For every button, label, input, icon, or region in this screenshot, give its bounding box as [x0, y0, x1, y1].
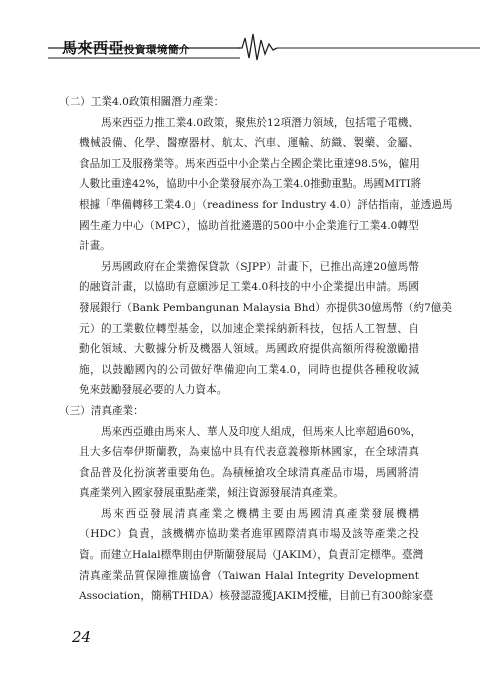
- header-title-main: 馬來西亞: [62, 39, 125, 57]
- paragraph-line: 另馬國政府在企業擔保貸款（SJPP）計畫下，已推出高達20億馬幣: [101, 260, 419, 273]
- paragraph-line: 人數比重達42%，協助中小企業發展亦為工業4.0推動重點。馬國MITI將: [79, 178, 422, 191]
- paragraph-line: （HDC）負責，該機構亦協助業者進軍國際清真市場及該等產業之投: [79, 528, 419, 541]
- paragraph-line: 真產業列入國家發展重點產業，傾注資源發展清真產業。: [79, 487, 344, 500]
- page-number: 24: [72, 628, 92, 646]
- paragraph-line: 的融資計畫，以協助有意願涉足工業4.0科技的中小企業提出申請。馬國: [79, 281, 419, 294]
- paragraph-line: 食品普及化扮演著重要角色。為積極搶攻全球清真產品市場，馬國將清: [79, 466, 419, 479]
- paragraph-line: 計畫。: [79, 240, 111, 253]
- header-title: [62, 37, 190, 58]
- paragraph-line: 國生產力中心（MPC），協助首批遴選的500中小企業進行工業4.0轉型: [79, 219, 419, 232]
- paragraph-line: 馬來西亞發展清真產業之機構主要由馬國清真產業發展機構: [101, 507, 419, 520]
- paragraph-line: 施，以鼓勵國內的公司做好準備迎向工業4.0，同時也提供各種稅收減: [79, 363, 419, 376]
- paragraph-line: 清真產業品質保障推廣協會（Taiwan Halal Integrity Development: [79, 569, 419, 582]
- page-header: [0, 0, 480, 70]
- paragraph-line: 機械設備、化學、醫療器材、航太、汽車、運輸、紡織、製藥、金屬、: [79, 137, 419, 150]
- heartbeat-line-icon: [238, 34, 277, 60]
- paragraph-line: 資。而建立Halal標準則由伊斯蘭發展局（JAKIM），負責訂定標準。臺灣: [79, 549, 424, 562]
- header-decoration: [0, 0, 480, 70]
- section-heading-3: （三）清真產業：: [59, 404, 144, 417]
- paragraph-line: Association，簡稱THIDA）核發認證獲JAKIM授權，目前已有300餘家臺: [79, 590, 434, 603]
- paragraph-line: 食品加工及服務業等。馬來西亞中小企業占全國企業比重達98.5%，僱用: [79, 157, 420, 170]
- page-body: [59, 92, 453, 607]
- header-title-sub: 投資環境簡介: [124, 44, 191, 56]
- paragraph-line: 發展銀行（Bank Pembangunan Malaysia Bhd）亦提供30億馬幣（約7億美: [79, 301, 452, 314]
- paragraph-line: 根據「準備轉移工業4.0」（readiness for Industry 4.0）評估指南，並透過馬: [79, 198, 453, 211]
- paragraph-line: 馬來西亞力推工業4.0政策，聚焦於12項潛力領域，包括電子電機、: [101, 116, 419, 129]
- paragraph-line: 且大多信奉伊斯蘭教，為東協中具有代表意義穆斯林國家，在全球清真: [79, 446, 419, 459]
- paragraph-line: 馬來西亞雖由馬來人、華人及印度人組成，但馬來人比率超過60%，: [101, 425, 422, 438]
- paragraph-line: 元）的工業數位轉型基金，以加速企業採納新科技，包括人工智慧、自: [79, 322, 419, 335]
- paragraph-line: 動化領域、大數據分析及機器人領域。馬國政府提供高額所得稅激勵措: [79, 343, 419, 356]
- section-heading-2: （二）工業4.0政策相關潛力產業：: [59, 96, 225, 108]
- paragraph-line: 免來鼓勵發展必要的人力資本。: [79, 384, 228, 397]
